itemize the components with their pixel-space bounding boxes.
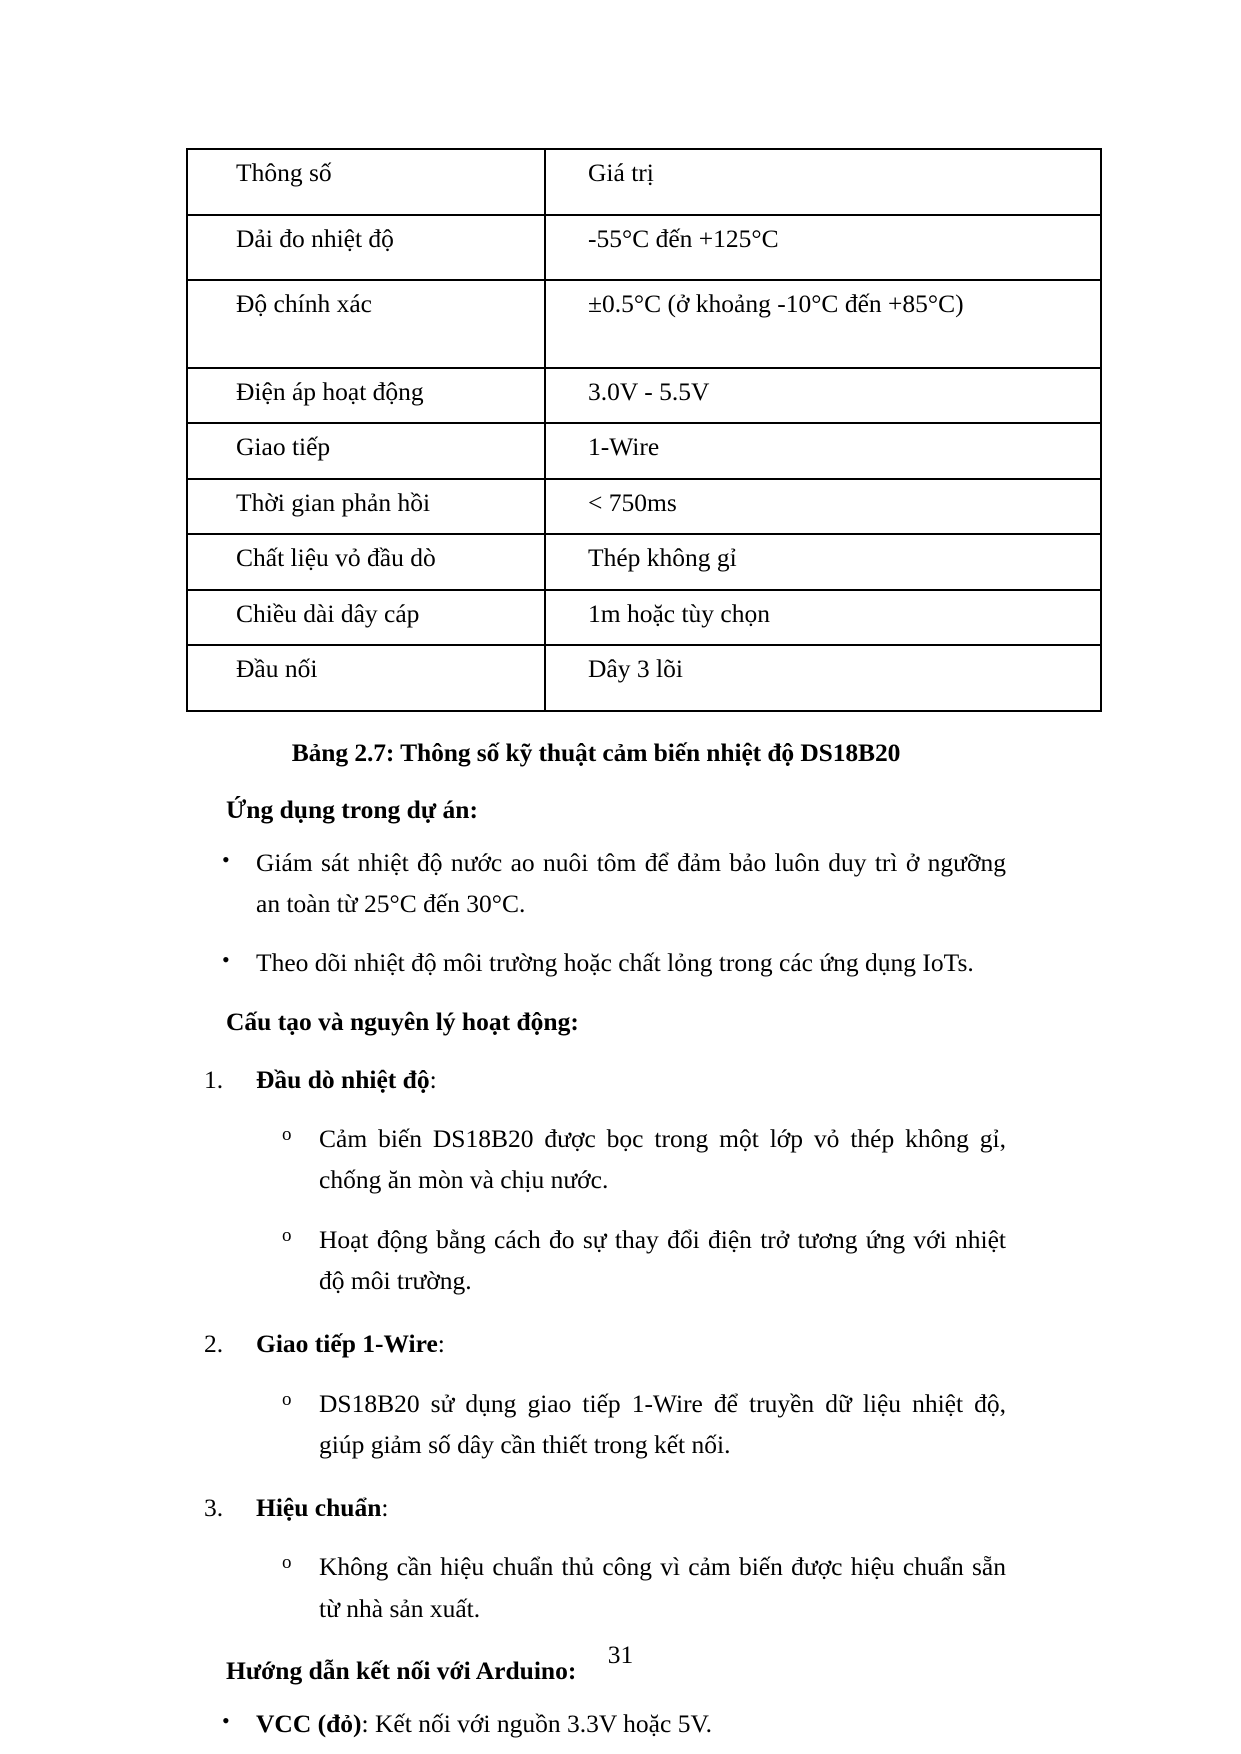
heading-wiring: Hướng dẫn kết nối với Arduino:: [226, 1656, 577, 1686]
list-item: [186, 1546, 1006, 1629]
list-item-colon: :: [429, 1064, 437, 1094]
table-cell-value: Dây 3 lõi: [545, 645, 1101, 711]
spec-table: [186, 148, 1102, 712]
list-item-text: Hoạt động bằng cách đo sự thay đổi điện trở tương ứng với nhiệt độ môi trường.: [319, 1224, 1006, 1295]
spec-table-body: [187, 149, 1101, 711]
sub-bullet-icon: o: [282, 1552, 292, 1574]
list-item: [186, 1323, 1006, 1364]
table-row: [187, 534, 1101, 590]
list-item-text: DS18B20 sử dụng giao tiếp 1-Wire để truyền dữ liệu nhiệt độ, giúp giảm số dây cần thiết trong kết nối.: [319, 1388, 1006, 1459]
table-cell-param: Chất liệu vỏ đầu dò: [187, 534, 545, 590]
list-item: [186, 842, 1006, 925]
list-item-number: 3.: [204, 1493, 224, 1523]
table-cell-param: Độ chính xác: [187, 280, 545, 368]
table-header-param: Thông số: [187, 149, 545, 215]
table-row: [187, 645, 1101, 711]
list-item: [186, 1383, 1006, 1466]
table-cell-param: Thời gian phản hồi: [187, 479, 545, 535]
table-cell-param: Giao tiếp: [187, 423, 545, 479]
table-cell-value: -55°C đến +125°C: [545, 215, 1101, 281]
table-cell-value: Thép không gỉ: [545, 534, 1101, 590]
table-cell-value: 1-Wire: [545, 423, 1101, 479]
table-cell-value: 3.0V - 5.5V: [545, 368, 1101, 424]
table-cell-param: Điện áp hoạt động: [187, 368, 545, 424]
table-cell-param: Dải đo nhiệt độ: [187, 215, 545, 281]
list-item-title: Hiệu chuẩn: [256, 1493, 382, 1523]
table-header-row: [187, 149, 1101, 215]
table-cell-value: ±0.5°C (ở khoảng -10°C đến +85°C): [545, 280, 1101, 368]
table-cell-param: Đầu nối: [187, 645, 545, 711]
list-item: [186, 1059, 1006, 1100]
list-item-number: 2.: [204, 1329, 224, 1359]
table-row: [187, 215, 1101, 281]
heading-structure: Cấu tạo và nguyên lý hoạt động:: [226, 1006, 579, 1036]
list-item-text: Cảm biến DS18B20 được bọc trong một lớp vỏ thép không gỉ, chống ăn mòn và chịu nước.: [319, 1124, 1006, 1195]
table-cell-value: 1m hoặc tùy chọn: [545, 590, 1101, 646]
list-item: [186, 1219, 1006, 1302]
list-item-text: Theo dõi nhiệt độ môi trường hoặc chất lỏng trong các ứng dụng IoTs.: [256, 947, 974, 977]
heading-application: Ứng dụng trong dự án:: [226, 794, 478, 824]
page-number: 31: [607, 1640, 634, 1669]
table-header-value: Giá trị: [545, 149, 1101, 215]
list-item-number: 1.: [204, 1064, 224, 1094]
application-bullet-list: [186, 842, 1006, 983]
sub-bullet-icon: o: [282, 1388, 292, 1410]
list-item: [186, 1703, 1006, 1744]
table-cell-param: Chiều dài dây cáp: [187, 590, 545, 646]
list-item-colon: :: [381, 1493, 389, 1523]
wiring-bullet-list: [186, 1703, 1006, 1744]
structure-numbered-list: [186, 1059, 1006, 1629]
list-item: [186, 1487, 1006, 1528]
bullet-icon: •: [222, 846, 230, 872]
table-row: [187, 590, 1101, 646]
list-item-colon: :: [437, 1329, 445, 1359]
list-item-title: Giao tiếp 1-Wire: [256, 1329, 438, 1359]
table-row: [187, 479, 1101, 535]
list-item-title: Đầu dò nhiệt độ: [256, 1064, 430, 1094]
table-cell-value: < 750ms: [545, 479, 1101, 535]
sub-bullet-icon: o: [282, 1224, 292, 1246]
list-item: [186, 942, 1006, 983]
list-item: [186, 1118, 1006, 1201]
list-item-text: Giám sát nhiệt độ nước ao nuôi tôm để đảm bảo luôn duy trì ở ngưỡng an toàn từ 25°C đến 30°C.: [256, 847, 1006, 919]
table-row: [187, 368, 1101, 424]
bullet-icon: •: [222, 1708, 230, 1734]
table-row: [187, 280, 1101, 368]
table-row: [187, 423, 1101, 479]
table-caption: Bảng 2.7: Thông số kỹ thuật cảm biến nhiệt độ DS18B20: [291, 737, 901, 767]
page-content: [186, 148, 1006, 1744]
sub-bullet-icon: o: [282, 1124, 292, 1146]
bullet-icon: •: [222, 946, 230, 972]
list-item-text: Không cần hiệu chuẩn thủ công vì cảm biến được hiệu chuẩn sẵn từ nhà sản xuất.: [319, 1552, 1006, 1623]
list-item-text: : Kết nối với nguồn 3.3V hoặc 5V.: [361, 1709, 712, 1739]
list-item-label: VCC (đỏ): [256, 1709, 362, 1739]
